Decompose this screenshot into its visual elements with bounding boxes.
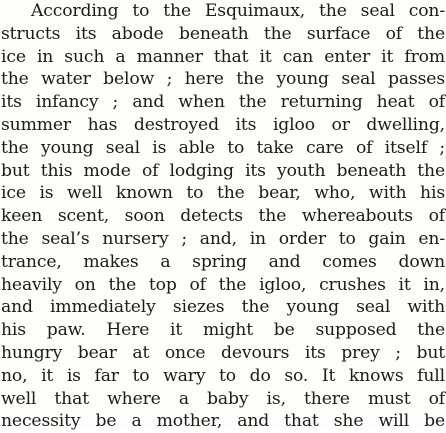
text-line: no, it is far to wary to do so. It knows full bbox=[1, 365, 445, 386]
text-line: ice is well known to the bear, who, with his bbox=[1, 183, 445, 204]
text-line: keen scent, soon detects the whereabouts of bbox=[1, 206, 445, 227]
text-line: its infancy ; and when the returning heat of bbox=[1, 92, 445, 113]
text-line: trance, makes a spring and comes down bbox=[1, 251, 445, 272]
text-line: his paw. Here it might be supposed the bbox=[1, 320, 445, 341]
text-line: the seal’s nursery ; and, in order to gain en- bbox=[1, 228, 445, 249]
text-line: and immediately siezes the young seal with bbox=[1, 297, 445, 318]
text-line: but this mode of lodging its youth beneath the bbox=[1, 160, 445, 181]
text-line: heavily on the top of the igloo, crushes it in, bbox=[1, 274, 445, 295]
text-line: According to the Esquimaux, the seal con- bbox=[31, 1, 445, 21]
text-line: the water below ; here the young seal passes bbox=[1, 69, 445, 90]
text-line: hungry bear at once devours its prey ; but bbox=[1, 342, 445, 363]
text-line: the young seal is able to take care of itself ; bbox=[1, 137, 445, 158]
text-line: ice in such a manner that it can enter it from bbox=[1, 46, 445, 67]
text-line: well that where a baby is, there must of bbox=[1, 388, 445, 409]
text-line: necessity be a mother, and that she will be bbox=[1, 411, 445, 432]
body-text bbox=[1, 0, 445, 433]
text-line: summer has destroyed its igloo or dwelling, bbox=[1, 114, 445, 135]
text-line: structs its abode beneath the surface of the bbox=[1, 23, 445, 44]
